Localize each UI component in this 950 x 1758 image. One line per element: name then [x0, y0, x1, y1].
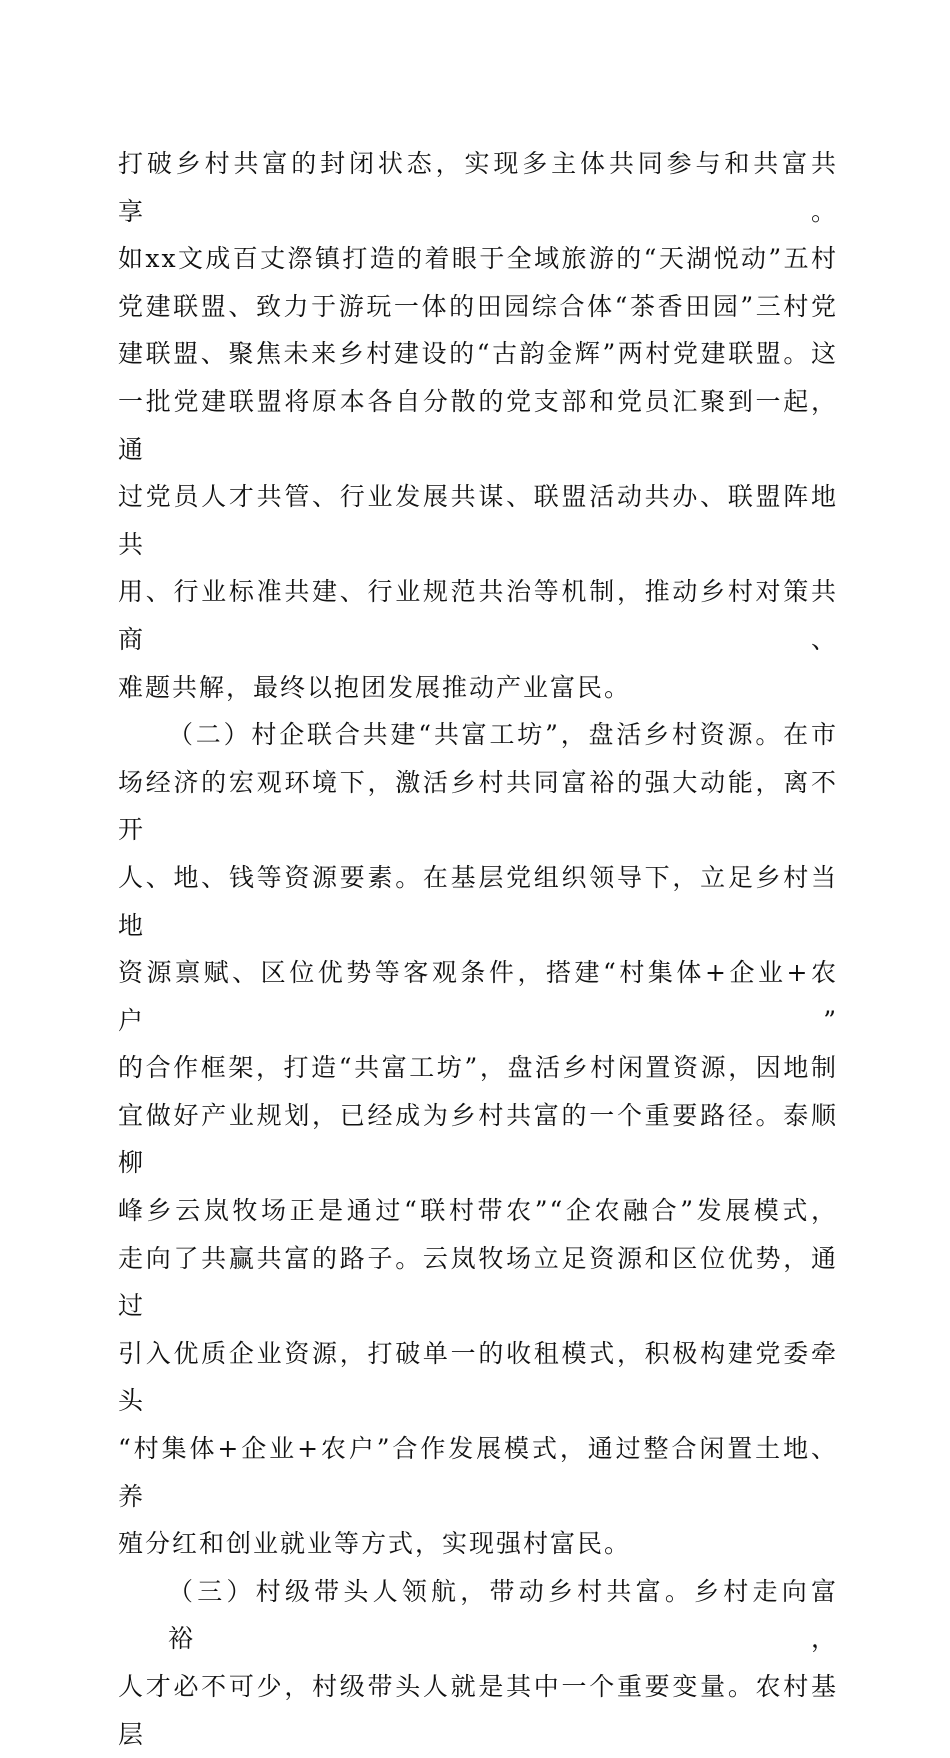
section-heading-line: （三）村级带头人领航，带动乡村共富。乡村走向富裕，	[168, 1576, 838, 1654]
text-line: 场经济的宏观环境下，激活乡村共同富裕的强大动能，离不开	[118, 767, 838, 845]
section-heading-line: （二）村企联合共建“共富工坊”，盘活乡村资源。在市	[168, 720, 838, 750]
text-line: 难题共解，最终以抱团发展推动产业富民。	[118, 672, 632, 702]
text-line: 引入优质企业资源，打破单一的收租模式，积极构建党委牵头	[118, 1338, 838, 1416]
text-line: 过党员人才共管、行业发展共谋、联盟活动共办、联盟阵地共	[118, 482, 838, 559]
paragraph-1	[118, 140, 838, 711]
text-line: 一批党建联盟将原本各自分散的党支部和党员汇聚到一起，通	[118, 386, 838, 464]
paragraph-3	[118, 1568, 838, 1758]
text-line: “村集体+企业+农户”合作发展模式，通过整合闲置土地、养	[118, 1434, 838, 1511]
text-line: 人、地、钱等资源要素。在基层党组织领导下，立足乡村当地	[118, 862, 838, 940]
text-line: 人才必不可少，村级带头人就是其中一个重要变量。农村基层	[118, 1672, 838, 1749]
text-line: 资源禀赋、区位优势等客观条件，搭建“村集体+企业+农户”	[118, 958, 838, 1035]
text-line: 殖分红和创业就业等方式，实现强村富民。	[118, 1529, 632, 1559]
text-line: 的合作框架，打造“共富工坊”，盘活乡村闲置资源，因地制	[118, 1053, 838, 1083]
paragraph-2	[118, 711, 838, 1568]
text-line: 宜做好产业规划，已经成为乡村共富的一个重要路径。泰顺柳	[118, 1100, 838, 1178]
text-line: 走向了共赢共富的路子。云岚牧场立足资源和区位优势，通过	[118, 1243, 838, 1321]
text-line: 建联盟、聚焦未来乡村建设的“古韵金辉”两村党建联盟。这	[118, 339, 838, 369]
document-body	[118, 140, 838, 1758]
text-line: 如xx文成百丈漈镇打造的着眼于全域旅游的“天湖悦动”五村	[118, 244, 838, 274]
text-line: 峰乡云岚牧场正是通过“联村带农”“企农融合”发展模式，	[118, 1196, 838, 1226]
text-line: 用、行业标准共建、行业规范共治等机制，推动乡村对策共商、	[118, 577, 838, 654]
text-line: 党建联盟、致力于游玩一体的田园综合体“茶香田园”三村党	[118, 291, 838, 321]
text-line: 打破乡村共富的封闭状态，实现多主体共同参与和共富共享。	[118, 149, 838, 226]
